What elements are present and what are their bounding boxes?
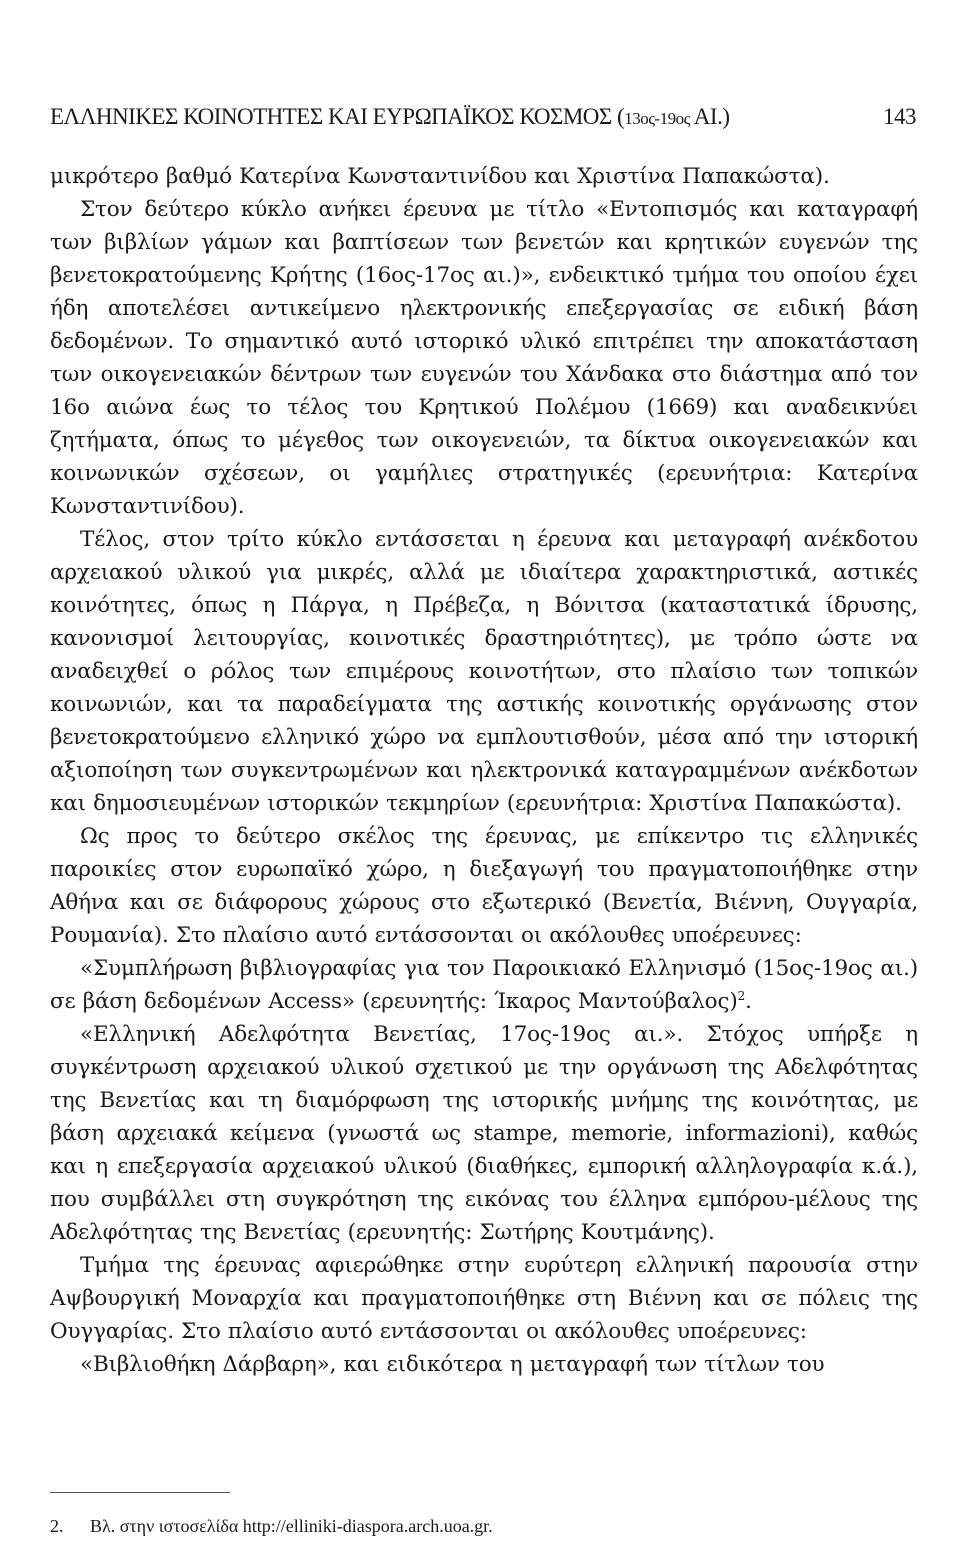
header-title-end: ΑΙ.) xyxy=(689,104,730,129)
paragraph-second-cycle: Στον δεύτερο κύκλο ανήκει έρευνα με τίτλο «Εντοπισμός και καταγραφή των βιβλίων γάμων και βαπτίσεων των βενετών και κρητικών ευγενών της βενετοκρατούμενης Κρήτης (16ος-17ος αι.)», ενδεικτικό τμήμα του οποίου έχει ήδη αποτελέσει αντικείμενο ηλεκτρονικής επεξεργασίας σε ειδική βάση δεδομένων. Το σημαντικό αυτό ιστορικό υλικό επιτρέπει την αποκατάσταση των οικογενειακών δέντρων των ευγενών του Χάνδακα στο διάστημα από τον 16ο αιώνα έως το τέλος του Κρητικού Πολέμου (1669) και αναδεικνύει ζητήματα, όπως το μέγεθος των οικογενειών, τα δίκτυα οικογενειακών και κοινωνικών σχέσεων, οι γαμήλιες στρατηγικές (ερευνήτρια: Κατερίνα Κωνσταντινίδου). xyxy=(50,197,918,519)
paragraph-second-part: Ως προς το δεύτερο σκέλος της έρευνας, με επίκεντρο τις ελληνικές παροικίες στον ευρωπαϊκό χώρο, η διεξαγωγή του πραγματοποιήθηκε στην Αθήνα και σε διάφορους χώρους στο εξωτερικό (Βενετία, Βιέννη, Ουγγαρία, Ρουμανία). Στο πλαίσιο αυτό εντάσσονται οι ακόλουθες υποέρευνες: xyxy=(50,824,918,948)
paragraph-subresearch-venice: «Ελληνική Αδελφότητα Βενετίας, 17ος-19ος αι.». Στόχος υπήρξε η συγκέντρωση αρχειακού υλικού σχετικού με την οργάνωση της Αδελφότητας της Βενετίας και τη διαμόρφωση της ιστορικής μνήμης της κοινότητας, με βάση αρχειακά κείμενα (γνωστά ως stampe, memorie, informazioni), καθώς και η επεξεργασία αρχειακού υλικού (διαθήκες, εμπορική αλληλογραφία κ.ά.), που συμβάλλει στη συγκρότηση της εικόνας του έλληνα εμπόρου-μέλους της Αδελφότητας της Βενετίας (ερευνητής: Σωτήρης Κουτμάνης). xyxy=(50,1022,918,1245)
paragraph-subresearch-bibliography xyxy=(50,952,918,1018)
subresearch-bibliography-end: . xyxy=(745,989,752,1014)
footnote-reference[interactable]: 2 xyxy=(737,988,746,1003)
footnote xyxy=(50,1516,493,1537)
header-title-main: ΕΛΛΗΝΙΚΕΣ ΚΟΙΝΟΤΗΤΕΣ ΚΑΙ ΕΥΡΩΠΑΪΚΟΣ ΚΟΣΜΟΣ ( xyxy=(50,104,625,129)
body-text xyxy=(50,160,918,1381)
subresearch-bibliography-text: «Συμπλήρωση βιβλιογραφίας για τον Παροικιακό Ελληνισμό (15ος-19ος αι.) σε βάση δεδομένων Access» (ερευνητής: Ίκαρος Μαντούβαλος) xyxy=(50,956,918,1014)
paragraph-habsburg: Τμήμα της έρευνας αφιερώθηκε στην ευρύτερη ελληνική παρουσία στην Αψβουργική Μοναρχία και πραγματοποιήθηκε στη Βιέννη και σε πόλεις της Ουγγαρίας. Στο πλαίσιο αυτό εντάσσονται οι ακόλουθες υποέρευνες: xyxy=(50,1253,918,1344)
running-header xyxy=(50,104,916,138)
paragraph-third-cycle: Τέλος, στον τρίτο κύκλο εντάσσεται η έρευνα και μεταγραφή ανέκδοτου αρχειακού υλικού για μικρές, αλλά με ιδιαίτερα χαρακτηριστικά, αστικές κοινότητες, όπως η Πάργα, η Πρέβεζα, η Βόνιτσα (καταστατικά ίδρυσης, κανονισμοί λειτουργίας, κοινοτικές δραστηριότητες), με τρόπο ώστε να αναδειχθεί ο ρόλος των επιμέρους κοινοτήτων, στο πλαίσιο των τοπικών κοινωνιών, και τα παραδείγματα της αστικής κοινοτικής οργάνωσης στον βενετοκρατούμενο ελληνικό χώρο να εμπλουτισθούν, μέσα από την ιστορική αξιοποίηση των συγκεντρωμένων και ηλεκτρονικά καταγραμμένων ανέκδοτων και δημοσιευμένων ιστορικών τεκμηρίων (ερευνήτρια: Χριστίνα Παπακώστα). xyxy=(50,527,918,816)
header-title-centuries: 13ος-19ος xyxy=(624,109,690,128)
header-title xyxy=(50,104,730,130)
footnote-text: Βλ. στην ιστοσελίδα http://elliniki-diaspora.arch.uoa.gr. xyxy=(90,1516,493,1536)
footnote-number: 2. xyxy=(50,1516,64,1536)
paragraph-continuation: μικρότερο βαθμό Κατερίνα Κωνσταντινίδου και Χριστίνα Παπακώστα). xyxy=(50,164,830,189)
page-number: 143 xyxy=(883,104,916,129)
footnote-divider xyxy=(50,1492,230,1493)
paragraph-darvaris-library: «Βιβλιοθήκη Δάρβαρη», και ειδικότερα η μεταγραφή των τίτλων του xyxy=(80,1352,825,1377)
